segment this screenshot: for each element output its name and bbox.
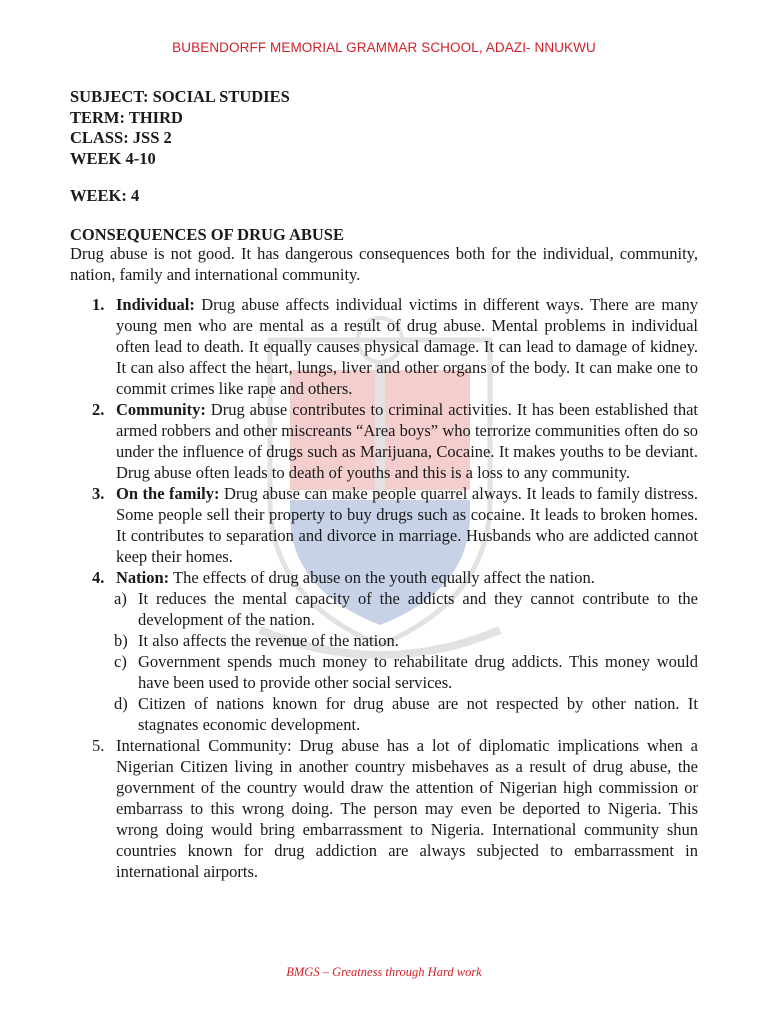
sub-item-letter: d)	[114, 694, 128, 713]
item-number: 1.	[92, 295, 105, 314]
item-text: Drug abuse contributes to criminal activities. It has been established that armed robbers and other miscreants “Area boys” who terrorize communities often do so under the influence of drugs such as Marijuana, Cocaine. It makes youths to be deviant. Drug abuse often leads to death of youths and this is a loss to any community.	[116, 400, 698, 482]
week-title: WEEK: 4	[70, 186, 140, 205]
sub-item-letter: a)	[114, 589, 127, 608]
sub-item-text: Citizen of nations known for drug abuse are not respected by other nation. It stagnates economic development.	[138, 694, 698, 734]
course-meta	[70, 87, 290, 169]
item-text: International Community: Drug abuse has a lot of diplomatic implications when a Nigerian Citizen living in another country misbehaves as a result of drug abuse, the government of the country would draw the attention of Nigerian high commission or embarrass to this wrong doing. The person may even be deported to Nigeria. This wrong doing would bring embarrassment to Nigeria. International community shun countries known for drug addiction are always subjected to embarrassment in international airports.	[116, 736, 698, 881]
list-item-community	[92, 399, 698, 483]
sub-item-d	[114, 693, 698, 735]
item-text: The effects of drug abuse on the youth equally affect the nation.	[169, 568, 595, 587]
footer-motto: BMGS – Greatness through Hard work	[286, 965, 482, 979]
list-item-individual	[92, 294, 698, 399]
sub-item-text: It also affects the revenue of the nation.	[138, 631, 399, 650]
list-item-family	[92, 483, 698, 567]
consequences-list	[92, 294, 698, 882]
item-number: 3.	[92, 484, 105, 503]
sub-item-c	[114, 651, 698, 693]
class-line: CLASS: JSS 2	[70, 128, 172, 147]
term-line: TERM: THIRD	[70, 107, 183, 127]
sub-item-a	[114, 588, 698, 630]
sub-item-b	[114, 630, 698, 651]
item-text: Drug abuse affects individual victims in different ways. There are many young men who are mental as a result of drug abuse. Mental problems in individual often lead to death. It equally causes physical damage. It can lead to damage of kidney. It can also affect the heart, lungs, liver and other organs of the body. It can make one to commit crimes like rape and others.	[116, 295, 698, 398]
weeks-line: WEEK 4-10	[70, 148, 156, 168]
school-header: BUBENDORFF MEMORIAL GRAMMAR SCHOOL, ADAZI- NNUKWU	[172, 40, 596, 55]
sub-item-text: It reduces the mental capacity of the addicts and they cannot contribute to the development of the nation.	[138, 589, 698, 629]
item-number: 2.	[92, 400, 105, 419]
item-number: 4.	[92, 568, 105, 587]
section-title: CONSEQUENCES OF DRUG ABUSE	[70, 225, 344, 244]
item-label: Community:	[116, 400, 206, 419]
item-label: On the family:	[116, 484, 220, 503]
item-label: Nation:	[116, 568, 170, 587]
list-item-international	[92, 735, 698, 882]
item-number: 5.	[92, 736, 105, 755]
subject-line: SUBJECT: SOCIAL STUDIES	[70, 87, 290, 106]
item-label: Individual:	[116, 295, 195, 314]
list-item-nation	[92, 567, 698, 588]
item-text: Drug abuse can make people quarrel always. It leads to family distress. Some people sell their property to buy drugs such as cocaine. It leads to broken homes. It contributes to separation and divorce in marriage. Husbands who are addicted cannot keep their homes.	[116, 484, 698, 566]
sub-item-text: Government spends much money to rehabilitate drug addicts. This money would have been used to provide other social services.	[138, 652, 698, 692]
sub-item-letter: c)	[114, 652, 127, 671]
sub-item-letter: b)	[114, 631, 128, 650]
intro-paragraph: Drug abuse is not good. It has dangerous consequences both for the individual, community, nation, family and international community.	[70, 244, 698, 284]
